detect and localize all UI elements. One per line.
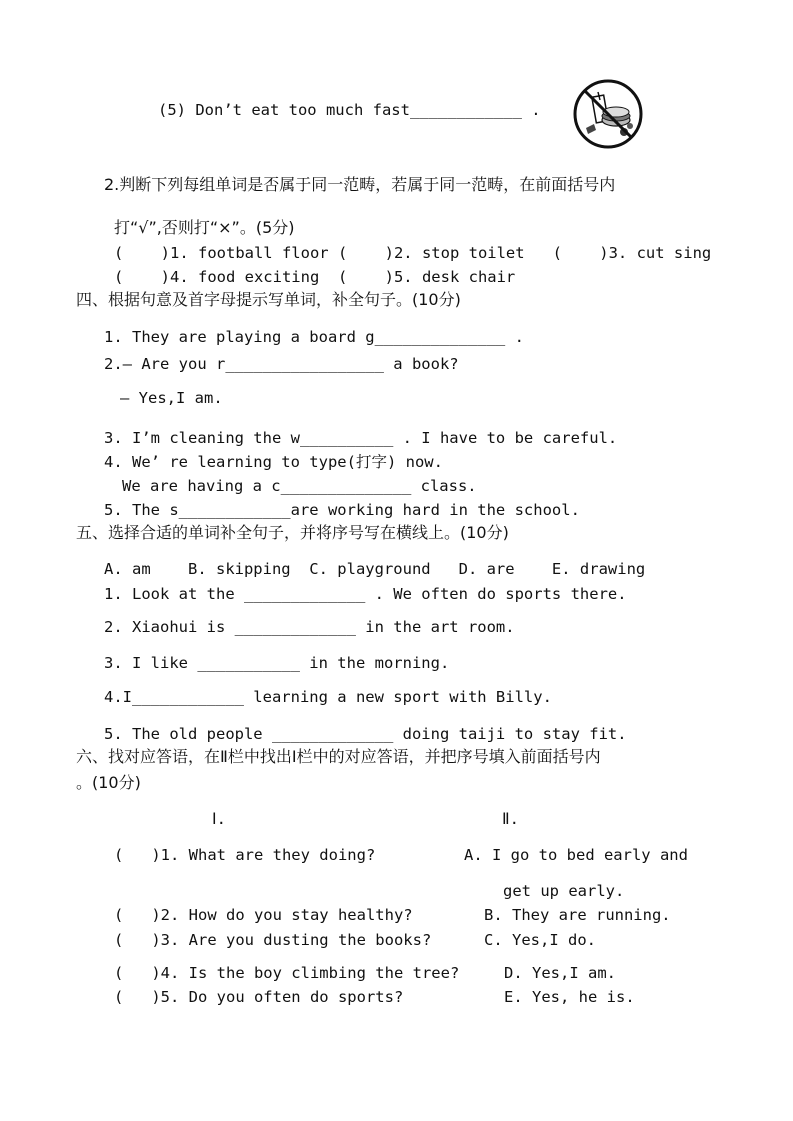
sec6-question-1: ( )1. What are they doing? [114,846,376,864]
sec5-line-1: 1. Look at the _____________ . We often do sports there. [104,585,627,603]
sec4-line-6: We are having a c______________ class. [122,477,477,495]
section-5-title: 五、选择合适的单词补全句子，并将序号写在横线上。(10分) [76,523,509,542]
section-6-title-cont: 。(10分) [76,773,141,792]
sec6-answer-a-cont: get up early. [503,882,625,900]
sec6-question-2: ( )2. How do you stay healthy? [114,906,413,924]
sec6-answer-b: B. They are running. [484,906,671,924]
no-fast-food-icon [572,78,644,150]
sec6-answer-a: A. I go to bed early and [464,846,688,864]
sec6-answer-d: D. Yes,I am. [504,964,616,982]
sec4-line-7: 5. The s____________are working hard in the school. [104,501,580,519]
q2-title-cont: 打“√”,否则打“×”。(5分) [114,218,295,237]
sec5-line-4: 4.I____________ learning a new sport with Billy. [104,688,552,706]
section-6-title: 六、找对应答语，在Ⅱ栏中找出Ⅰ栏中的对应答语，并把序号填入前面括号内 [76,747,601,766]
q2-row-1: ( )1. football floor ( )2. stop toilet ( )3. cut sing [114,244,712,262]
sec4-line-2: 2.— Are you r_________________ a book? [104,355,459,373]
sec4-line-1: 1. They are playing a board g______________ . [104,328,524,346]
q2-row-2: ( )4. food exciting ( )5. desk chair [114,268,516,286]
sec5-line-2: 2. Xiaohui is _____________ in the art room. [104,618,515,636]
sec6-question-5: ( )5. Do you often do sports? [114,988,404,1006]
sec4-line-5: 4. We’ re learning to type(打字) now. [104,453,443,471]
sec6-answer-e: E. Yes, he is. [504,988,635,1006]
sec6-question-3: ( )3. Are you dusting the books? [114,931,432,949]
q1-item-5: (5) Don’t eat too much fast____________ . [158,101,541,119]
q2-title: 2.判断下列每组单词是否属于同一范畴，若属于同一范畴，在前面括号内 [104,175,616,194]
sec6-question-4: ( )4. Is the boy climbing the tree? [114,964,460,982]
section-4-title: 四、根据句意及首字母提示写单词，补全句子。(10分) [76,290,461,309]
column-1-header: Ⅰ. [212,810,226,828]
column-2-header: Ⅱ. [502,810,519,828]
sec4-line-3: — Yes,I am. [120,389,223,407]
sec5-line-5: 5. The old people _____________ doing taiji to stay fit. [104,725,627,743]
sec5-options: A. am B. skipping C. playground D. are E. drawing [104,560,646,578]
sec5-line-3: 3. I like ___________ in the morning. [104,654,450,672]
sec4-line-4: 3. I’m cleaning the w__________ . I have to be careful. [104,429,618,447]
sec6-answer-c: C. Yes,I do. [484,931,596,949]
